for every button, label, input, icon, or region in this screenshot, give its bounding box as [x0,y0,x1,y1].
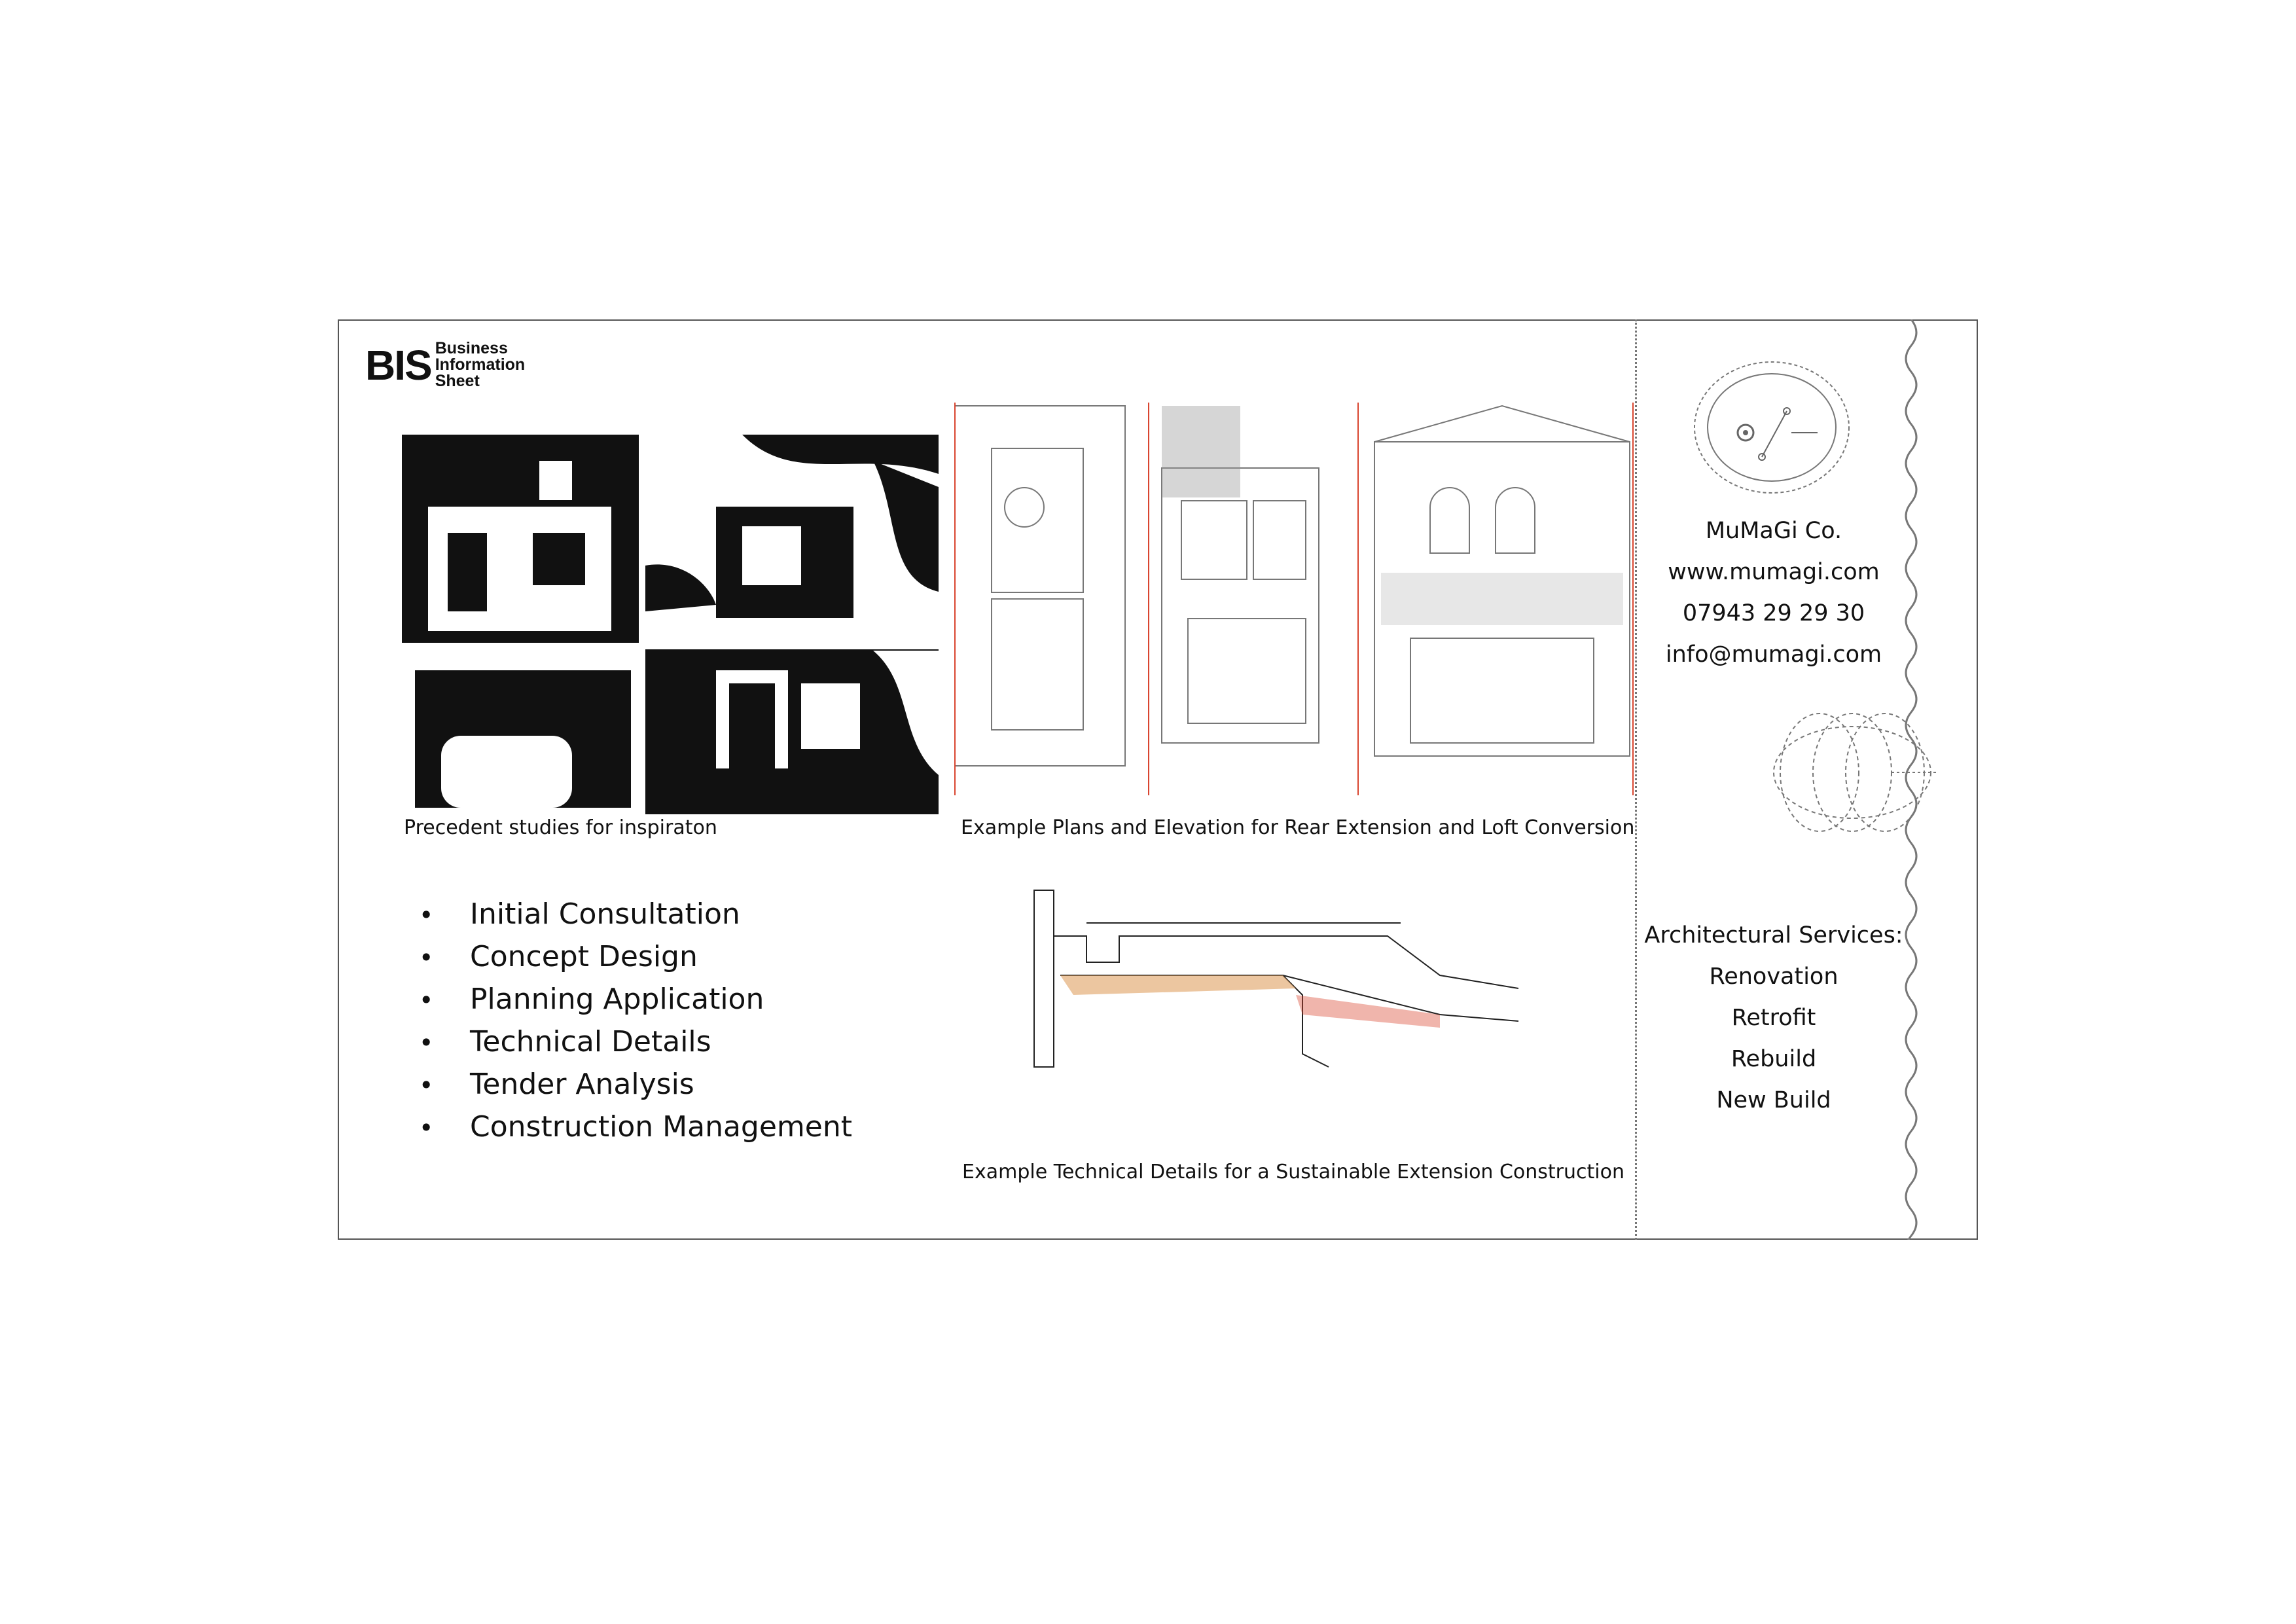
list-item: Renovation [1709,964,1839,990]
precedent-collage-image [402,435,939,814]
logo-text: Business Information Sheet [435,339,526,390]
list-item: • Construction Management [419,1106,852,1149]
list-item: • Planning Application [419,979,852,1021]
services-list [419,893,852,1149]
website-link[interactable]: www.mumagi.com [1668,559,1880,585]
phone-number[interactable]: 07943 29 29 30 [1682,600,1865,626]
list-item: • Concept Design [419,936,852,979]
technical-detail-image [1021,884,1584,1146]
company-logo-icon [1690,359,1854,496]
company-name: MuMaGi Co. [1705,518,1842,544]
list-item: Retrofit [1731,1005,1816,1031]
list-item: • Tender Analysis [419,1064,852,1106]
plans-elevation-image [952,403,1640,795]
email-link[interactable]: info@mumagi.com [1665,641,1882,668]
circles-pattern-icon [1761,707,1944,838]
list-item: Rebuild [1731,1046,1817,1072]
bis-logo [365,340,525,389]
list-item: • Technical Details [419,1021,852,1064]
precedent-caption: Precedent studies for inspiraton [404,816,717,839]
technical-caption: Example Technical Details for a Sustainable Extension Construction [962,1161,1624,1183]
list-item: New Build [1716,1087,1831,1113]
arch-services-title: Architectural Services: [1644,922,1903,948]
plans-caption: Example Plans and Elevation for Rear Extension and Loft Conversion [961,816,1635,839]
logo-mark: BIS [365,341,431,389]
contact-block [1636,511,1911,676]
arch-services-block [1636,915,1911,1121]
list-item: • Initial Consultation [419,893,852,936]
